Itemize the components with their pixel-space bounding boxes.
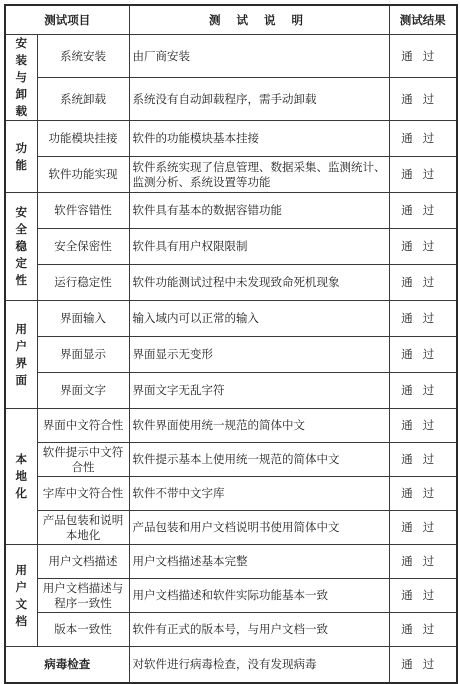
test-item-cell: 界面输入 (37, 301, 129, 337)
category-label: 安全稳定性 (15, 205, 27, 287)
virus-check-result: 通过 (389, 647, 457, 683)
test-description-cell: 软件提示基本上使用统一规范的简体中文 (129, 443, 389, 477)
test-description-cell: 软件系统实现了信息管理、数据采集、监测统计、监测分析、系统设置等功能 (129, 157, 389, 193)
test-result-cell: 通过 (389, 545, 457, 579)
virus-check-label: 病毒检查 (5, 647, 129, 683)
category-cell (5, 545, 37, 647)
test-result-cell: 通过 (389, 477, 457, 511)
category-label: 功能 (15, 140, 27, 172)
category-cell (5, 193, 37, 301)
test-description-cell: 软件具有基本的数据容错功能 (129, 193, 389, 229)
test-result-cell: 通过 (389, 511, 457, 545)
test-description-cell: 软件的功能模块基本挂接 (129, 121, 389, 157)
category-cell (5, 35, 37, 121)
test-result-cell: 通过 (389, 193, 457, 229)
test-result-cell: 通过 (389, 579, 457, 613)
virus-check-description: 对软件进行病毒检查，没有发现病毒 (129, 647, 389, 683)
test-item-cell: 用户文档描述 (37, 545, 129, 579)
category-cell (5, 301, 37, 409)
table-row (5, 193, 457, 229)
test-result-cell: 通过 (389, 265, 457, 301)
test-item-cell: 功能模块挂接 (37, 121, 129, 157)
table-row (5, 373, 457, 409)
table-body (5, 35, 457, 683)
table-row (5, 265, 457, 301)
table-row (5, 121, 457, 157)
table-row (5, 613, 457, 647)
table-row (5, 443, 457, 477)
test-description-cell: 用户文档描述和软件实际功能基本一致 (129, 579, 389, 613)
test-result-cell: 通过 (389, 373, 457, 409)
test-result-cell: 通过 (389, 78, 457, 121)
test-result-cell: 通过 (389, 409, 457, 443)
test-result-cell: 通过 (389, 613, 457, 647)
test-item-cell: 软件功能实现 (37, 157, 129, 193)
test-description-cell: 软件功能测试过程中未发现致命死机现象 (129, 265, 389, 301)
test-result-cell: 通过 (389, 337, 457, 373)
test-description-cell: 用户文档描述基本完整 (129, 545, 389, 579)
test-description-cell: 软件具有用户权限限制 (129, 229, 389, 265)
test-item-cell: 产品包装和说明本地化 (37, 511, 129, 545)
test-result-cell: 通过 (389, 35, 457, 78)
table-row (5, 511, 457, 545)
test-result-cell: 通过 (389, 121, 457, 157)
test-description-cell: 软件不带中文字库 (129, 477, 389, 511)
test-description-cell: 界面文字无乱字符 (129, 373, 389, 409)
table-row (5, 545, 457, 579)
test-description-cell: 软件有正式的版本号，与用户文档一致 (129, 613, 389, 647)
table-row (5, 301, 457, 337)
test-item-cell: 软件容错性 (37, 193, 129, 229)
test-item-cell: 界面中文符合性 (37, 409, 129, 443)
header-test-description: 测 试 说 明 (129, 5, 389, 35)
test-description-cell: 软件界面使用统一规范的简体中文 (129, 409, 389, 443)
test-item-cell: 系统卸载 (37, 78, 129, 121)
header-test-item: 测试项目 (5, 5, 129, 35)
test-results-table (4, 4, 458, 684)
test-description-cell: 系统没有自动卸载程序，需手动卸载 (129, 78, 389, 121)
test-description-cell: 输入域内可以正常的输入 (129, 301, 389, 337)
test-description-cell: 界面显示无变形 (129, 337, 389, 373)
test-result-cell: 通过 (389, 157, 457, 193)
test-description-cell: 由厂商安装 (129, 35, 389, 78)
test-item-cell: 运行稳定性 (37, 265, 129, 301)
test-item-cell: 版本一致性 (37, 613, 129, 647)
test-result-cell: 通过 (389, 229, 457, 265)
category-label: 安装与卸载 (15, 36, 27, 118)
test-result-cell: 通过 (389, 301, 457, 337)
table-row (5, 78, 457, 121)
category-label: 本地化 (15, 452, 27, 500)
category-cell (5, 121, 37, 193)
table-row (5, 477, 457, 511)
test-description-cell: 产品包装和用户文档说明书使用简体中文 (129, 511, 389, 545)
table-row (5, 409, 457, 443)
test-item-cell: 系统安装 (37, 35, 129, 78)
category-cell (5, 409, 37, 545)
test-item-cell: 用户文档描述与程序一致性 (37, 579, 129, 613)
category-label: 用户界面 (15, 321, 27, 387)
table-row (5, 35, 457, 78)
table-row (5, 157, 457, 193)
header-test-result: 测试结果 (389, 5, 457, 35)
test-item-cell: 界面文字 (37, 373, 129, 409)
test-item-cell: 字库中文符合性 (37, 477, 129, 511)
table-row (5, 579, 457, 613)
header-row (5, 5, 457, 35)
test-item-cell: 安全保密性 (37, 229, 129, 265)
test-item-cell: 界面显示 (37, 337, 129, 373)
test-result-cell: 通过 (389, 443, 457, 477)
virus-check-row (5, 647, 457, 683)
test-item-cell: 软件提示中文符合性 (37, 443, 129, 477)
table-row (5, 229, 457, 265)
table-row (5, 337, 457, 373)
category-label: 用户文档 (15, 562, 27, 628)
